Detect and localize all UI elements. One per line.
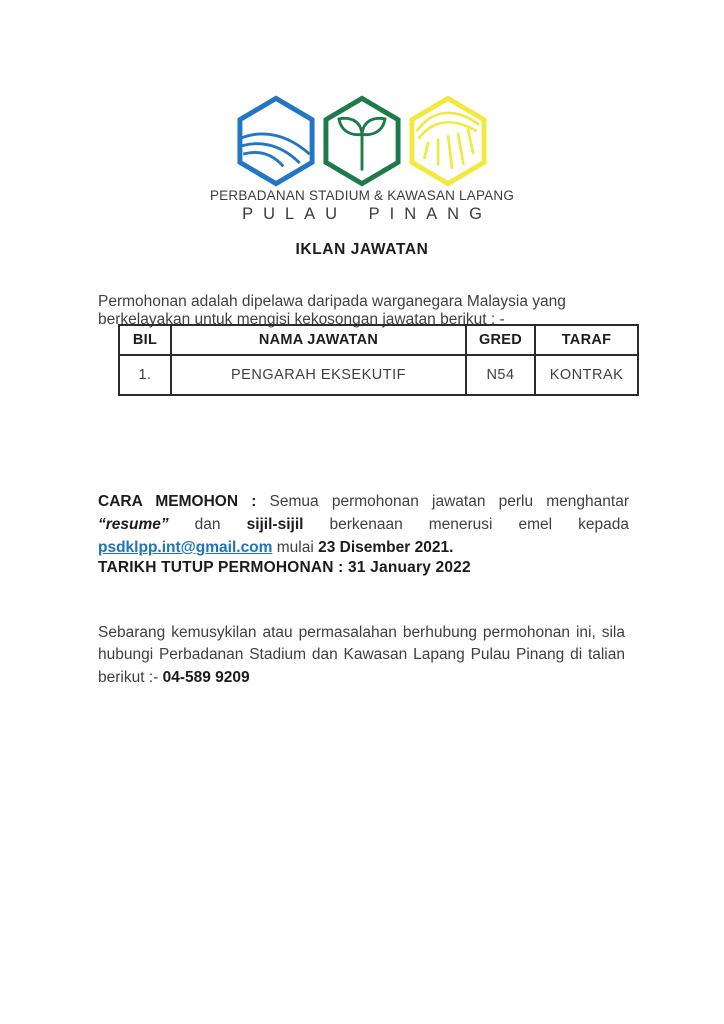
logo-region-name: PULAU PINANG <box>242 205 492 223</box>
contact-phone: 04-589 9209 <box>162 669 250 687</box>
how-to-apply-paragraph <box>98 490 629 560</box>
resume-emphasis: “resume” <box>98 515 169 533</box>
header-bil: BIL <box>119 325 171 355</box>
header-nama-jawatan: NAMA JAWATAN <box>171 325 466 355</box>
sijil-emphasis: sijil-sijil <box>246 515 304 533</box>
hexagon-stadium-yellow-icon <box>407 95 489 187</box>
logo-org-name: PERBADANAN STADIUM & KAWASAN LAPANG <box>209 188 515 203</box>
table-row <box>119 355 638 395</box>
page-title: IKLAN JAWATAN <box>295 241 429 258</box>
how-to-apply-text-4: mulai <box>272 539 319 556</box>
logo-hexagons <box>235 95 489 187</box>
closing-date-line: TARIKH TUTUP PERMOHONAN : 31 January 2022 <box>98 559 471 576</box>
table-header-row <box>119 325 638 355</box>
cell-nama-jawatan: PENGARAH EKSEKUTIF <box>171 355 466 395</box>
header-taraf: TARAF <box>535 325 638 355</box>
cell-taraf: KONTRAK <box>535 355 638 395</box>
cell-bil: 1. <box>119 355 171 395</box>
how-to-apply-separator: : <box>238 492 270 510</box>
email-link: psdklpp.int@gmail.com <box>98 539 273 556</box>
how-to-apply-text-3: berkenaan menerusi emel kepada <box>303 515 629 533</box>
cell-gred: N54 <box>466 355 535 395</box>
contact-paragraph <box>98 622 625 691</box>
header-gred: GRED <box>466 325 535 355</box>
vacancy-table <box>118 324 639 396</box>
how-to-apply-text-2: dan <box>168 515 247 533</box>
intro-paragraph: Permohonan adalah dipelawa daripada warganegara Malaysia yang berkelayakan untuk mengisi kekosongan jawatan berikut : - <box>98 292 566 328</box>
contact-text: Sebarang kemusykilan atau permasalahan berhubung permohonan ini, sila hubungi Perbadanan Stadium dan Kawasan Lapang Pulau Pinang di talian berikut :- <box>98 623 625 687</box>
hexagon-seedling-green-icon <box>321 95 403 187</box>
how-to-apply-text-1: Semua permohonan jawatan perlu menghantar <box>269 492 629 510</box>
hexagon-field-blue-icon <box>235 95 317 187</box>
how-to-apply-label: CARA MEMOHON <box>98 492 239 510</box>
application-start-date: 23 Disember 2021. <box>318 539 454 556</box>
organization-logo <box>0 95 724 224</box>
